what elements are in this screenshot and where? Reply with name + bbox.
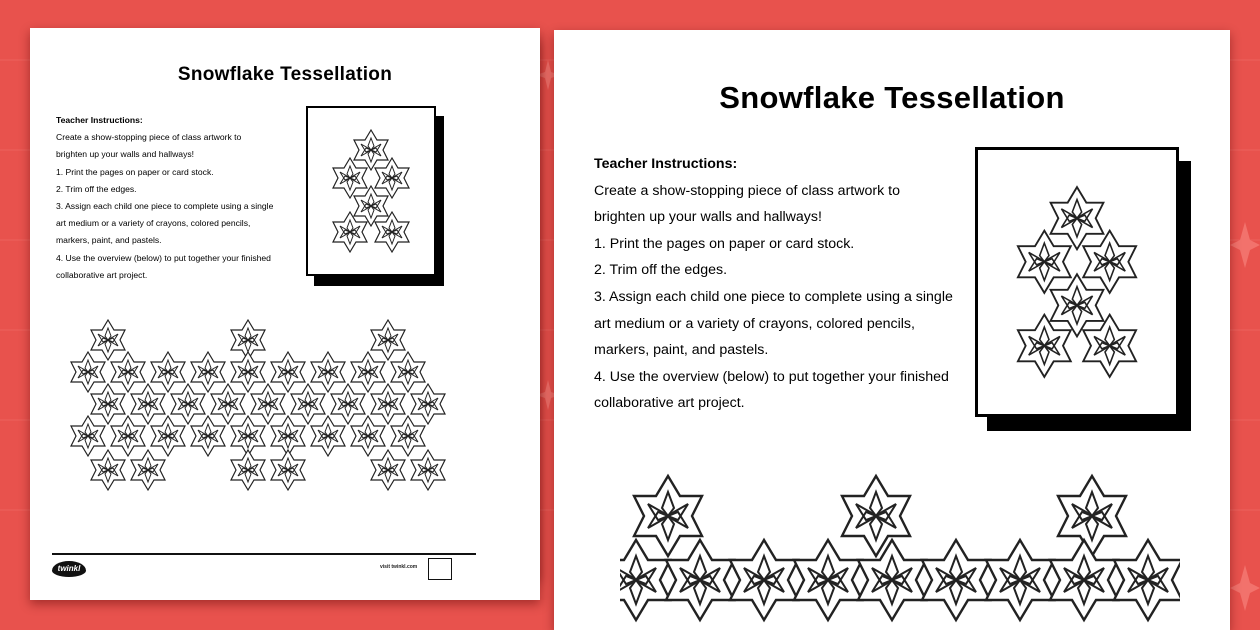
worksheet-preview-left [30, 28, 540, 600]
visit-link: visit twinkl.com [380, 564, 418, 570]
instructions-step-3c: markers, paint, and pastels. [56, 235, 162, 246]
instructions-step-2: 2. Trim off the edges. [594, 262, 728, 279]
twinkl-logo-icon: twinkl [52, 561, 86, 577]
tessellation-overview [620, 464, 1180, 630]
instructions-intro-2: brighten up your walls and hallways! [56, 149, 195, 160]
instructions-step-2: 2. Trim off the edges. [56, 183, 137, 194]
instructions-step-3b: art medium or a variety of crayons, colored pencils, [56, 218, 251, 229]
tessellation-overview [68, 312, 468, 502]
snowflake-tessellation-icon [979, 151, 1175, 413]
tile-preview-card [975, 147, 1191, 431]
instructions-step-3c: markers, paint, and pastels. [594, 342, 769, 359]
instructions-step-4b: collaborative art project. [56, 269, 148, 280]
instructions-intro-2: brighten up your walls and hallways! [594, 209, 822, 226]
teacher-instructions [56, 112, 306, 284]
tile-preview-card [306, 106, 444, 284]
instructions-heading: Teacher Instructions: [594, 156, 738, 172]
instructions-intro-1: Create a show-stopping piece of class artwork to [594, 182, 900, 199]
page-title: Snowflake Tessellation [719, 80, 1065, 115]
badge-icon [428, 558, 452, 580]
instructions-step-4b: collaborative art project. [594, 395, 745, 412]
instructions-step-4a: 4. Use the overview (below) to put together your finished [594, 368, 949, 385]
instructions-intro-1: Create a show-stopping piece of class artwork to [56, 132, 242, 143]
footer-divider [52, 553, 476, 555]
instructions-step-3a: 3. Assign each child one piece to complete using a single [56, 201, 274, 212]
page-title: Snowflake Tessellation [177, 64, 393, 85]
worksheet-preview-right [554, 30, 1230, 630]
instructions-step-3b: art medium or a variety of crayons, colored pencils, [594, 315, 915, 332]
instructions-step-3a: 3. Assign each child one piece to complete using a single [594, 288, 953, 305]
instructions-step-1: 1. Print the pages on paper or card stock. [56, 166, 214, 177]
instructions-heading: Teacher Instructions: [56, 115, 143, 125]
sparkle-icon [1230, 222, 1260, 268]
instructions-step-1: 1. Print the pages on paper or card stock. [594, 235, 855, 252]
teacher-instructions [594, 151, 984, 417]
snowflake-tessellation-icon [308, 108, 434, 274]
instructions-step-4a: 4. Use the overview (below) to put together your finished [56, 252, 271, 263]
sparkle-icon [1230, 565, 1260, 611]
